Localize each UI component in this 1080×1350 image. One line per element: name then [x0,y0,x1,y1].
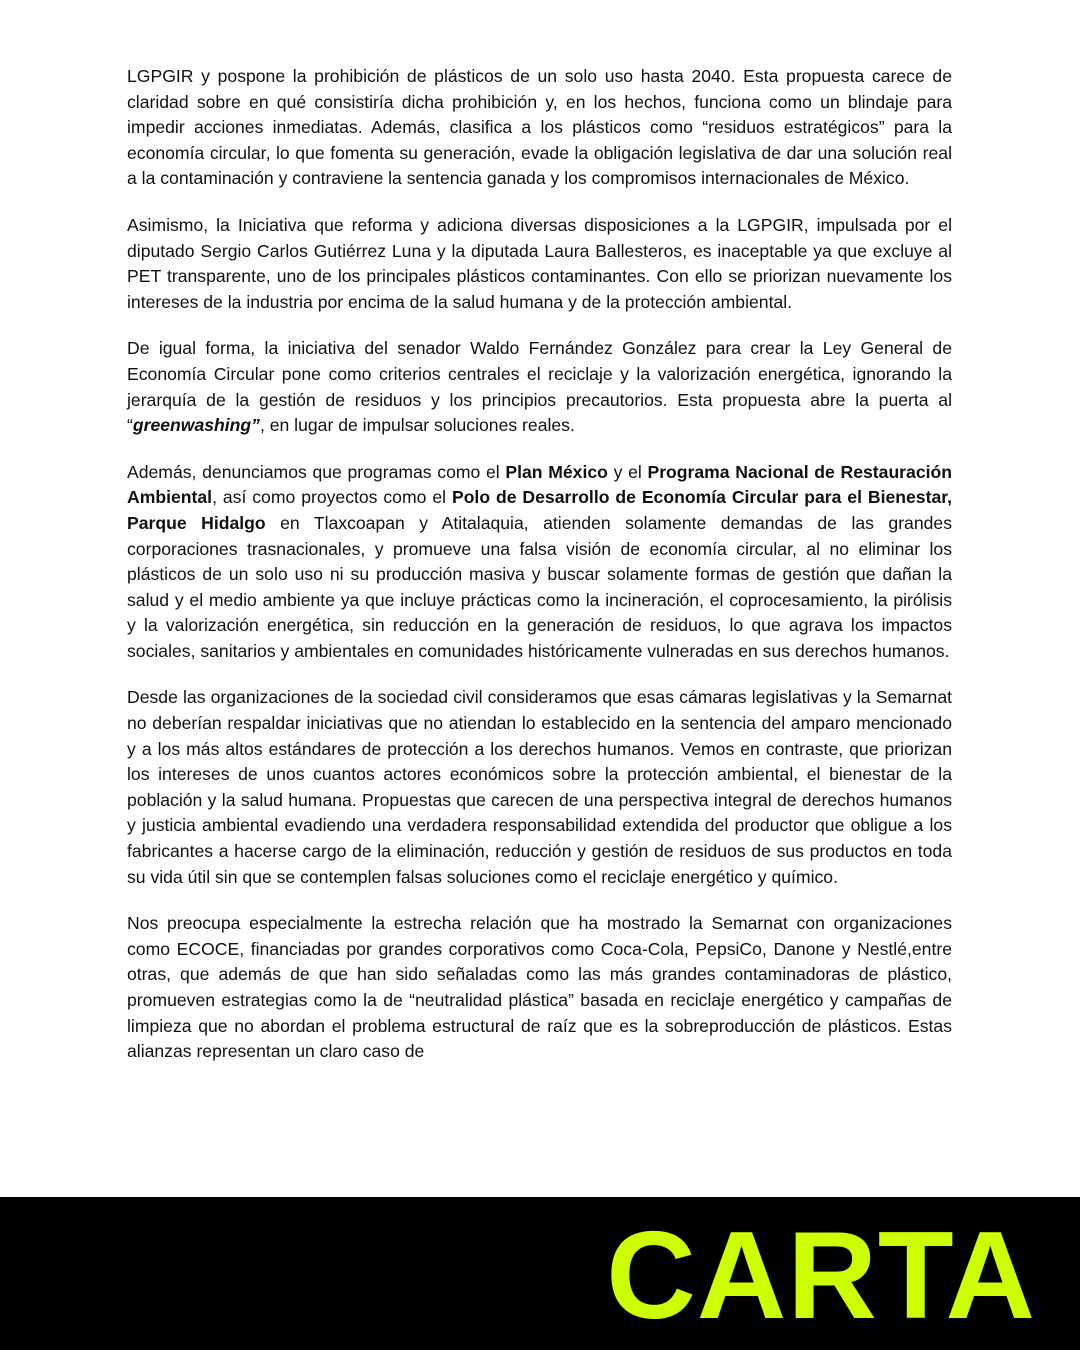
paragraph-4-text: , así como proyectos como el [212,487,452,508]
paragraph-2: Asimismo, la Iniciativa que reforma y adiciona diversas disposiciones a la LGPGIR, impulsada por el diputado Sergio Carlos Gutiérrez Luna y la diputada Laura Ballesteros, es inaceptable ya que excluye al PET transparente, uno de los principales plásticos contaminantes. Con ello se priorizan nuevamente los intereses de la industria por encima de la salud humana y de la protección ambiental. [127,214,952,312]
paragraph-6: Nos preocupa especialmente la estrecha relación que ha mostrado la Semarnat con organizaciones como ECOCE, financiadas por grandes corporativos como Coca-Cola, PepsiCo, Danone y Nestlé,entre otras, que además de que han sido señaladas como las más grandes contaminadoras de plástico, promueven estrategias como la de “neutralidad plástica” basada en reciclaje energético y campañas de limpieza que no abordan el problema estructural de raíz que es la sobreproducción de plásticos. Estas alianzas representan un claro caso de [127,913,952,1062]
polo-desarrollo-bold: Polo de Desarrollo de Economía Circular para el Bienestar, Parque Hidalgo [127,487,953,533]
plan-mexico-bold: Plan México [505,461,608,482]
paragraph-4-text: en Tlaxcoapan y Atitalaquia, atienden solamente demandas de las grandes corporaciones trasnacionales, y promueve una falsa visión de economía circular, al no eliminar los plásticos de un solo uso ni su producción masiva y buscar solamente formas de gestión que dañan la salud y el medio ambiente ya que incluye prácticas como la incineración, el coprocesamiento, la pirólisis y la valorización energética, sin reducción en la generación de residuos, lo que agrava los impactos sociales, sanitarios y ambientales en comunidades históricamente vulneradas en sus derechos humanos. [127,512,952,661]
paragraph-4 [127,460,952,665]
greenwashing-emphasis: greenwashing” [132,415,260,436]
paragraph-3 [127,336,952,438]
footer-title: CARTA [606,1207,1036,1345]
paragraph-3-text: De igual forma, la iniciativa del senador Waldo Fernández González para crear la Ley General de Economía Circular pone como criterios centrales el reciclaje y la valorización energética, ignorando la jerarquía de la gestión de residuos y los principios precautorios. Esta propuesta abre la puerta al “ [127,338,952,436]
paragraph-3-text-end: , en lugar de impulsar soluciones reales. [259,415,575,436]
paragraph-5: Desde las organizaciones de la sociedad civil consideramos que esas cámaras legislativas y la Semarnat no deberían respaldar iniciativas que no atiendan lo establecido en la sentencia del amparo mencionado y a los más altos estándares de protección a los derechos humanos. Vemos en contraste, que priorizan los intereses de unos cuantos actores económicos sobre la protección ambiental, el bienestar de la población y la salud humana. Propuestas que carecen de una perspectiva integral de derechos humanos y justicia ambiental evadiendo una verdadera responsabilidad extendida del productor que obligue a los fabricantes a hacerse cargo de la eliminación, reducción y gestión de residuos de sus productos en toda su vida útil sin que se contemplen falsas soluciones como el reciclaje energético y químico. [127,687,952,887]
footer-banner [0,1197,1080,1350]
paragraph-1: LGPGIR y pospone la prohibición de plásticos de un solo uso hasta 2040. Esta propuesta carece de claridad sobre en qué consistiría dicha prohibición y, en los hechos, funciona como un blindaje para impedir acciones inmediatas. Además, clasifica a los plásticos como “residuos estratégicos” para la economía circular, lo que fomenta su generación, evade la obligación legislativa de dar una solución real a la contaminación y contraviene la sentencia ganada y los compromisos internacionales de México. [127,66,952,189]
document-body [127,64,952,1065]
paragraph-4-text: y el [607,461,648,482]
paragraph-4-text: Además, denunciamos que programas como el [127,461,506,482]
programa-nacional-bold: Programa Nacional de Restauración Ambiental [127,461,952,508]
